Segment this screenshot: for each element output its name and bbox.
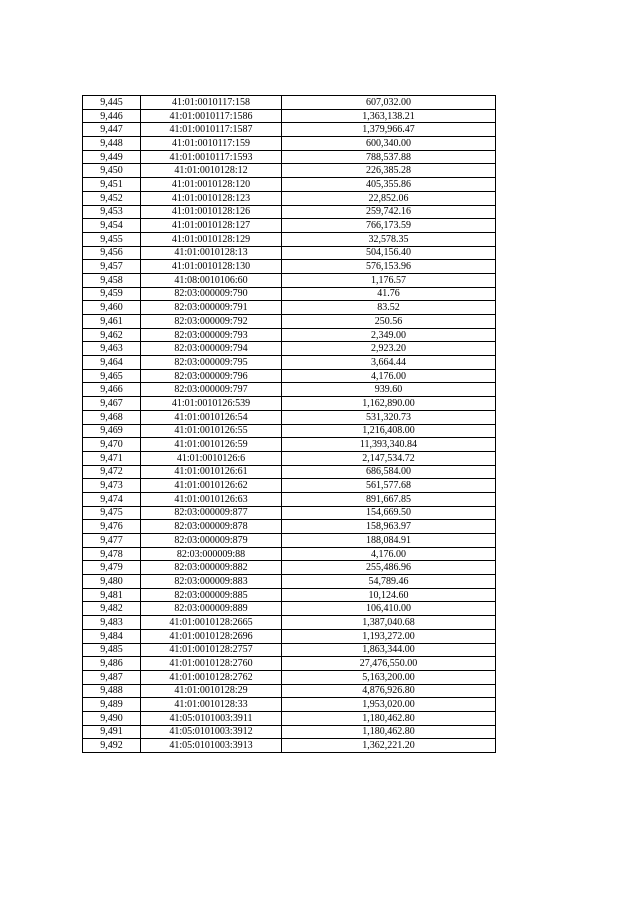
- row-number-cell: 9,470: [83, 438, 141, 452]
- row-number-cell: 9,489: [83, 698, 141, 712]
- value-cell: 788,537.88: [282, 150, 496, 164]
- cadastral-number-cell: 41:05:0101003:3913: [141, 739, 282, 753]
- table-row: [83, 246, 496, 260]
- cadastral-number-cell: 82:03:000009:885: [141, 588, 282, 602]
- row-number-cell: 9,454: [83, 219, 141, 233]
- table-row: [83, 109, 496, 123]
- value-cell: 226,385.28: [282, 164, 496, 178]
- row-number-cell: 9,477: [83, 534, 141, 548]
- value-cell: 1,379,966.47: [282, 123, 496, 137]
- cadastral-number-cell: 41:01:0010126:539: [141, 397, 282, 411]
- row-number-cell: 9,455: [83, 232, 141, 246]
- row-number-cell: 9,486: [83, 657, 141, 671]
- value-cell: 259,742.16: [282, 205, 496, 219]
- value-cell: 3,664.44: [282, 356, 496, 370]
- row-number-cell: 9,473: [83, 479, 141, 493]
- cadastral-number-cell: 41:01:0010128:130: [141, 260, 282, 274]
- table-row: [83, 561, 496, 575]
- cadastral-number-cell: 82:03:000009:88: [141, 547, 282, 561]
- cadastral-number-cell: 41:01:0010117:1593: [141, 150, 282, 164]
- table-row: [83, 342, 496, 356]
- value-cell: 686,584.00: [282, 465, 496, 479]
- value-cell: 2,349.00: [282, 328, 496, 342]
- row-number-cell: 9,456: [83, 246, 141, 260]
- value-cell: 255,486.96: [282, 561, 496, 575]
- cadastral-number-cell: 41:01:0010128:129: [141, 232, 282, 246]
- cadastral-number-cell: 41:01:0010128:2665: [141, 616, 282, 630]
- table-row: [83, 451, 496, 465]
- table-row: [83, 684, 496, 698]
- cadastral-number-cell: 41:01:0010117:1587: [141, 123, 282, 137]
- table-row: [83, 205, 496, 219]
- value-cell: 83.52: [282, 301, 496, 315]
- row-number-cell: 9,483: [83, 616, 141, 630]
- row-number-cell: 9,451: [83, 178, 141, 192]
- row-number-cell: 9,492: [83, 739, 141, 753]
- row-number-cell: 9,460: [83, 301, 141, 315]
- table-row: [83, 657, 496, 671]
- value-cell: 54,789.46: [282, 575, 496, 589]
- value-cell: 4,176.00: [282, 547, 496, 561]
- table-row: [83, 410, 496, 424]
- cadastral-number-cell: 41:01:0010126:6: [141, 451, 282, 465]
- table-row: [83, 369, 496, 383]
- cadastral-number-cell: 41:01:0010128:12: [141, 164, 282, 178]
- value-cell: 1,180,462.80: [282, 725, 496, 739]
- cadastral-number-cell: 41:01:0010117:1586: [141, 109, 282, 123]
- value-cell: 158,963.97: [282, 520, 496, 534]
- cadastral-number-cell: 82:03:000009:792: [141, 315, 282, 329]
- row-number-cell: 9,450: [83, 164, 141, 178]
- row-number-cell: 9,457: [83, 260, 141, 274]
- value-cell: 531,320.73: [282, 410, 496, 424]
- table-row: [83, 191, 496, 205]
- value-cell: 1,387,040.68: [282, 616, 496, 630]
- table-row: [83, 588, 496, 602]
- table-row: [83, 616, 496, 630]
- cadastral-number-cell: 41:01:0010128:123: [141, 191, 282, 205]
- value-cell: 106,410.00: [282, 602, 496, 616]
- value-cell: 504,156.40: [282, 246, 496, 260]
- value-cell: 32,578.35: [282, 232, 496, 246]
- value-cell: 891,667.85: [282, 492, 496, 506]
- cadastral-number-cell: 82:03:000009:889: [141, 602, 282, 616]
- value-cell: 22,852.06: [282, 191, 496, 205]
- table-row: [83, 575, 496, 589]
- value-cell: 1,193,272.00: [282, 629, 496, 643]
- table-row: [83, 287, 496, 301]
- value-cell: 188,084.91: [282, 534, 496, 548]
- cadastral-number-cell: 82:03:000009:883: [141, 575, 282, 589]
- row-number-cell: 9,475: [83, 506, 141, 520]
- value-cell: 405,355.86: [282, 178, 496, 192]
- value-cell: 1,180,462.80: [282, 711, 496, 725]
- table-row: [83, 547, 496, 561]
- cadastral-number-cell: 41:01:0010128:2760: [141, 657, 282, 671]
- cadastral-number-cell: 41:01:0010128:2696: [141, 629, 282, 643]
- row-number-cell: 9,474: [83, 492, 141, 506]
- row-number-cell: 9,465: [83, 369, 141, 383]
- row-number-cell: 9,469: [83, 424, 141, 438]
- cadastral-number-cell: 41:01:0010128:126: [141, 205, 282, 219]
- value-cell: 576,153.96: [282, 260, 496, 274]
- row-number-cell: 9,464: [83, 356, 141, 370]
- value-cell: 11,393,340.84: [282, 438, 496, 452]
- table-row: [83, 534, 496, 548]
- cadastral-number-cell: 41:01:0010128:2762: [141, 670, 282, 684]
- table-row: [83, 164, 496, 178]
- row-number-cell: 9,476: [83, 520, 141, 534]
- cadastral-number-cell: 82:03:000009:796: [141, 369, 282, 383]
- cadastral-number-cell: 41:01:0010128:29: [141, 684, 282, 698]
- table-row: [83, 725, 496, 739]
- cadastral-number-cell: 82:03:000009:793: [141, 328, 282, 342]
- value-cell: 766,173.59: [282, 219, 496, 233]
- value-cell: 27,476,550.00: [282, 657, 496, 671]
- table-row: [83, 670, 496, 684]
- cadastral-number-cell: 41:01:0010126:54: [141, 410, 282, 424]
- cadastral-number-cell: 41:01:0010126:62: [141, 479, 282, 493]
- table-row: [83, 301, 496, 315]
- table-row: [83, 520, 496, 534]
- row-number-cell: 9,482: [83, 602, 141, 616]
- row-number-cell: 9,458: [83, 273, 141, 287]
- table-row: [83, 643, 496, 657]
- table-row: [83, 137, 496, 151]
- table-row: [83, 698, 496, 712]
- row-number-cell: 9,445: [83, 96, 141, 110]
- table-row: [83, 711, 496, 725]
- table-row: [83, 629, 496, 643]
- row-number-cell: 9,449: [83, 150, 141, 164]
- table-row: [83, 506, 496, 520]
- cadastral-number-cell: 82:03:000009:794: [141, 342, 282, 356]
- row-number-cell: 9,479: [83, 561, 141, 575]
- row-number-cell: 9,467: [83, 397, 141, 411]
- value-cell: 154,669.50: [282, 506, 496, 520]
- cadastral-number-cell: 41:05:0101003:3912: [141, 725, 282, 739]
- row-number-cell: 9,446: [83, 109, 141, 123]
- cadastral-number-cell: 41:01:0010128:120: [141, 178, 282, 192]
- value-cell: 600,340.00: [282, 137, 496, 151]
- cadastral-number-cell: 82:03:000009:879: [141, 534, 282, 548]
- value-cell: 4,876,926.80: [282, 684, 496, 698]
- cadastral-number-cell: 82:03:000009:791: [141, 301, 282, 315]
- row-number-cell: 9,447: [83, 123, 141, 137]
- row-number-cell: 9,448: [83, 137, 141, 151]
- table-row: [83, 383, 496, 397]
- row-number-cell: 9,463: [83, 342, 141, 356]
- row-number-cell: 9,453: [83, 205, 141, 219]
- table-row: [83, 178, 496, 192]
- cadastral-number-cell: 82:03:000009:795: [141, 356, 282, 370]
- row-number-cell: 9,485: [83, 643, 141, 657]
- table-row: [83, 219, 496, 233]
- row-number-cell: 9,459: [83, 287, 141, 301]
- cadastral-value-table: [82, 95, 496, 753]
- cadastral-number-cell: 41:01:0010126:61: [141, 465, 282, 479]
- table-row: [83, 602, 496, 616]
- row-number-cell: 9,452: [83, 191, 141, 205]
- table-body: [83, 96, 496, 753]
- value-cell: 250.56: [282, 315, 496, 329]
- row-number-cell: 9,491: [83, 725, 141, 739]
- row-number-cell: 9,488: [83, 684, 141, 698]
- table-row: [83, 232, 496, 246]
- cadastral-number-cell: 41:01:0010128:13: [141, 246, 282, 260]
- row-number-cell: 9,468: [83, 410, 141, 424]
- table-row: [83, 438, 496, 452]
- cadastral-number-cell: 82:03:000009:790: [141, 287, 282, 301]
- row-number-cell: 9,466: [83, 383, 141, 397]
- cadastral-number-cell: 41:01:0010126:59: [141, 438, 282, 452]
- value-cell: 1,863,344.00: [282, 643, 496, 657]
- cadastral-number-cell: 41:01:0010126:55: [141, 424, 282, 438]
- cadastral-number-cell: 41:01:0010128:2757: [141, 643, 282, 657]
- value-cell: 2,147,534.72: [282, 451, 496, 465]
- cadastral-number-cell: 41:01:0010126:63: [141, 492, 282, 506]
- table-row: [83, 123, 496, 137]
- cadastral-number-cell: 41:05:0101003:3911: [141, 711, 282, 725]
- row-number-cell: 9,487: [83, 670, 141, 684]
- value-cell: 2,923.20: [282, 342, 496, 356]
- table-row: [83, 260, 496, 274]
- row-number-cell: 9,478: [83, 547, 141, 561]
- table-row: [83, 96, 496, 110]
- row-number-cell: 9,461: [83, 315, 141, 329]
- table-row: [83, 424, 496, 438]
- value-cell: 5,163,200.00: [282, 670, 496, 684]
- table-row: [83, 397, 496, 411]
- table-row: [83, 150, 496, 164]
- cadastral-number-cell: 41:01:0010117:158: [141, 96, 282, 110]
- table-row: [83, 315, 496, 329]
- table-row: [83, 739, 496, 753]
- row-number-cell: 9,471: [83, 451, 141, 465]
- cadastral-number-cell: 82:03:000009:797: [141, 383, 282, 397]
- row-number-cell: 9,490: [83, 711, 141, 725]
- value-cell: 939.60: [282, 383, 496, 397]
- value-cell: 41.76: [282, 287, 496, 301]
- table-row: [83, 465, 496, 479]
- value-cell: 1,362,221.20: [282, 739, 496, 753]
- table-row: [83, 328, 496, 342]
- cadastral-number-cell: 41:08:0010106:60: [141, 273, 282, 287]
- cadastral-number-cell: 82:03:000009:877: [141, 506, 282, 520]
- value-cell: 1,162,890.00: [282, 397, 496, 411]
- value-cell: 1,176.57: [282, 273, 496, 287]
- row-number-cell: 9,472: [83, 465, 141, 479]
- value-cell: 1,363,138.21: [282, 109, 496, 123]
- row-number-cell: 9,480: [83, 575, 141, 589]
- table-row: [83, 492, 496, 506]
- row-number-cell: 9,484: [83, 629, 141, 643]
- cadastral-number-cell: 41:01:0010128:127: [141, 219, 282, 233]
- value-cell: 4,176.00: [282, 369, 496, 383]
- value-cell: 1,216,408.00: [282, 424, 496, 438]
- value-cell: 1,953,020.00: [282, 698, 496, 712]
- table-row: [83, 479, 496, 493]
- row-number-cell: 9,481: [83, 588, 141, 602]
- table-row: [83, 273, 496, 287]
- value-cell: 10,124.60: [282, 588, 496, 602]
- value-cell: 607,032.00: [282, 96, 496, 110]
- cadastral-number-cell: 41:01:0010128:33: [141, 698, 282, 712]
- cadastral-number-cell: 41:01:0010117:159: [141, 137, 282, 151]
- cadastral-number-cell: 82:03:000009:882: [141, 561, 282, 575]
- value-cell: 561,577.68: [282, 479, 496, 493]
- table-row: [83, 356, 496, 370]
- cadastral-number-cell: 82:03:000009:878: [141, 520, 282, 534]
- row-number-cell: 9,462: [83, 328, 141, 342]
